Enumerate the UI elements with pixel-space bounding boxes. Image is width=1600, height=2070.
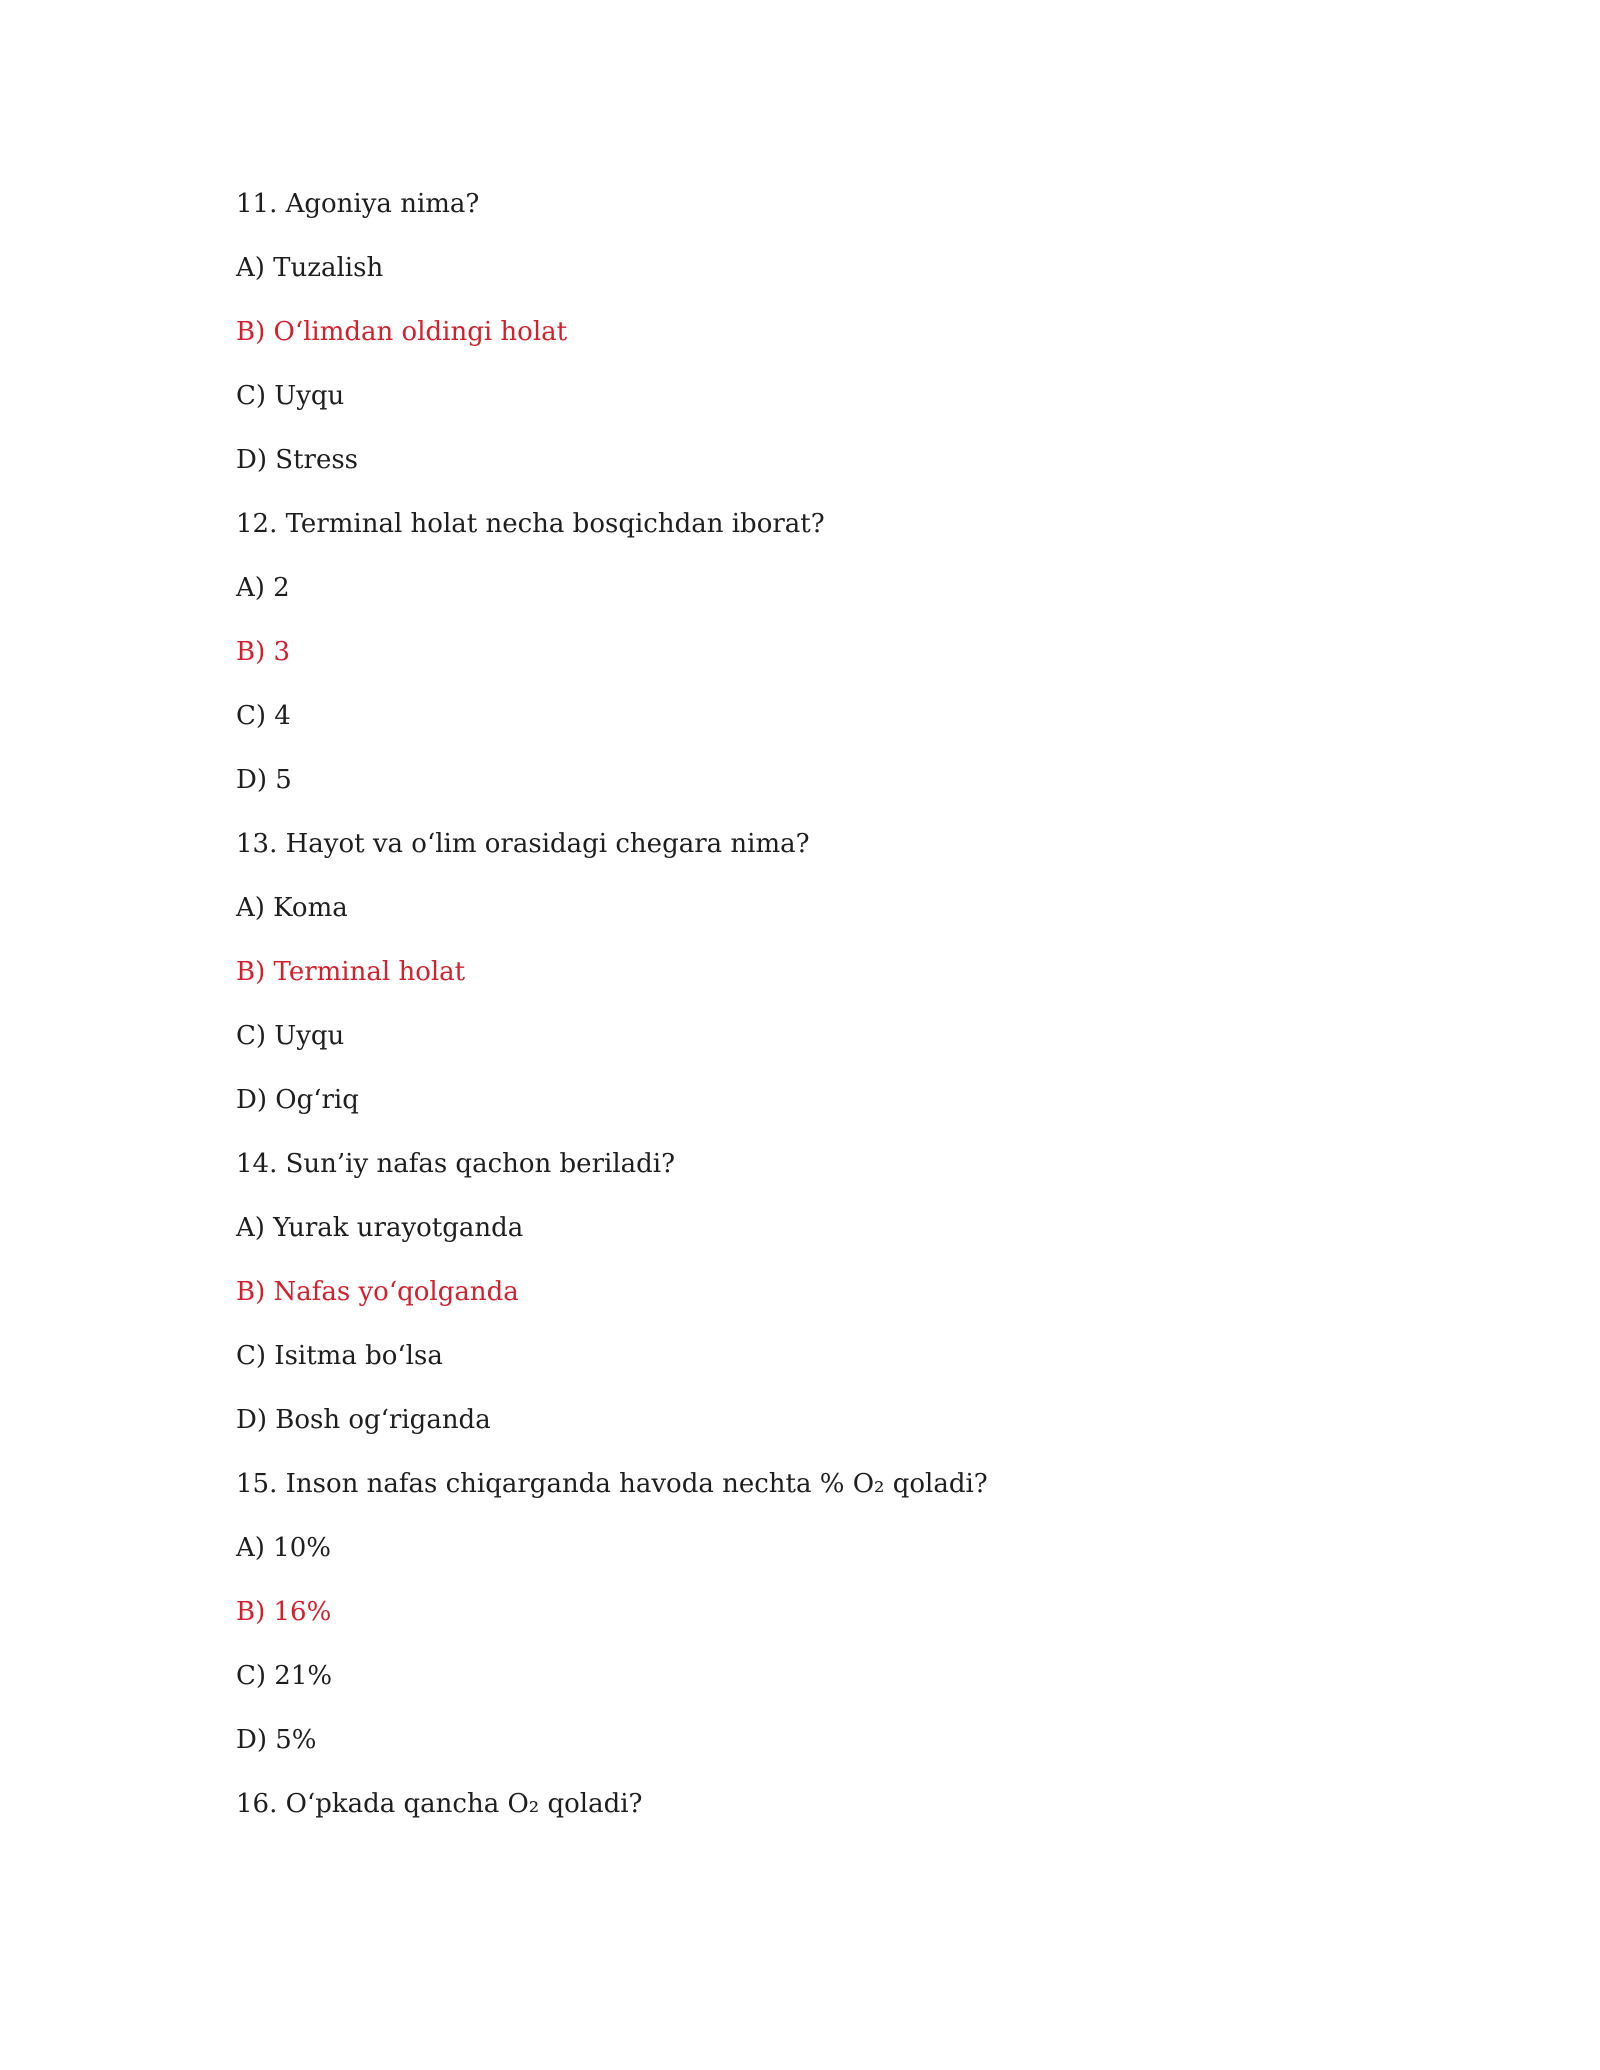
question-block-11 bbox=[236, 176, 1436, 496]
answer-option-correct: B) O‘limdan oldingi holat bbox=[236, 317, 568, 347]
question-text: 11. Agoniya nima? bbox=[236, 189, 480, 219]
question-block-14 bbox=[236, 1136, 1436, 1456]
answer-option-correct: B) 16% bbox=[236, 1597, 332, 1627]
answer-option: D) 5% bbox=[236, 1725, 317, 1755]
answer-option-correct: B) 3 bbox=[236, 637, 291, 667]
answer-option: A) 2 bbox=[236, 573, 290, 603]
answer-option: D) 5 bbox=[236, 765, 292, 795]
answer-option: C) Uyqu bbox=[236, 381, 345, 411]
answer-option: D) Og‘riq bbox=[236, 1085, 359, 1115]
answer-option: C) 4 bbox=[236, 701, 291, 731]
quiz-content bbox=[236, 176, 1436, 1840]
question-text: 12. Terminal holat necha bosqichdan iborat? bbox=[236, 509, 825, 539]
answer-option: D) Bosh og‘riganda bbox=[236, 1405, 491, 1435]
answer-option: D) Stress bbox=[236, 445, 359, 475]
answer-option-correct: B) Terminal holat bbox=[236, 957, 466, 987]
question-block-15 bbox=[236, 1456, 1436, 1776]
answer-option: A) 10% bbox=[236, 1533, 331, 1563]
answer-option: C) Isitma bo‘lsa bbox=[236, 1341, 443, 1371]
question-block-13 bbox=[236, 816, 1436, 1136]
question-text: 14. Sun’iy nafas qachon beriladi? bbox=[236, 1149, 676, 1179]
answer-option: A) Tuzalish bbox=[236, 253, 384, 283]
question-text: 16. O‘pkada qancha O₂ qoladi? bbox=[236, 1789, 643, 1819]
question-block-12 bbox=[236, 496, 1436, 816]
answer-option: A) Yurak urayotganda bbox=[236, 1213, 524, 1243]
question-text: 15. Inson nafas chiqarganda havoda nechta % O₂ qoladi? bbox=[236, 1469, 988, 1499]
answer-option: A) Koma bbox=[236, 893, 348, 923]
answer-option: C) 21% bbox=[236, 1661, 333, 1691]
answer-option-correct: B) Nafas yo‘qolganda bbox=[236, 1277, 519, 1307]
answer-option: C) Uyqu bbox=[236, 1021, 345, 1051]
question-block-16 bbox=[236, 1776, 1436, 1840]
question-text: 13. Hayot va o‘lim orasidagi chegara nima? bbox=[236, 829, 810, 859]
